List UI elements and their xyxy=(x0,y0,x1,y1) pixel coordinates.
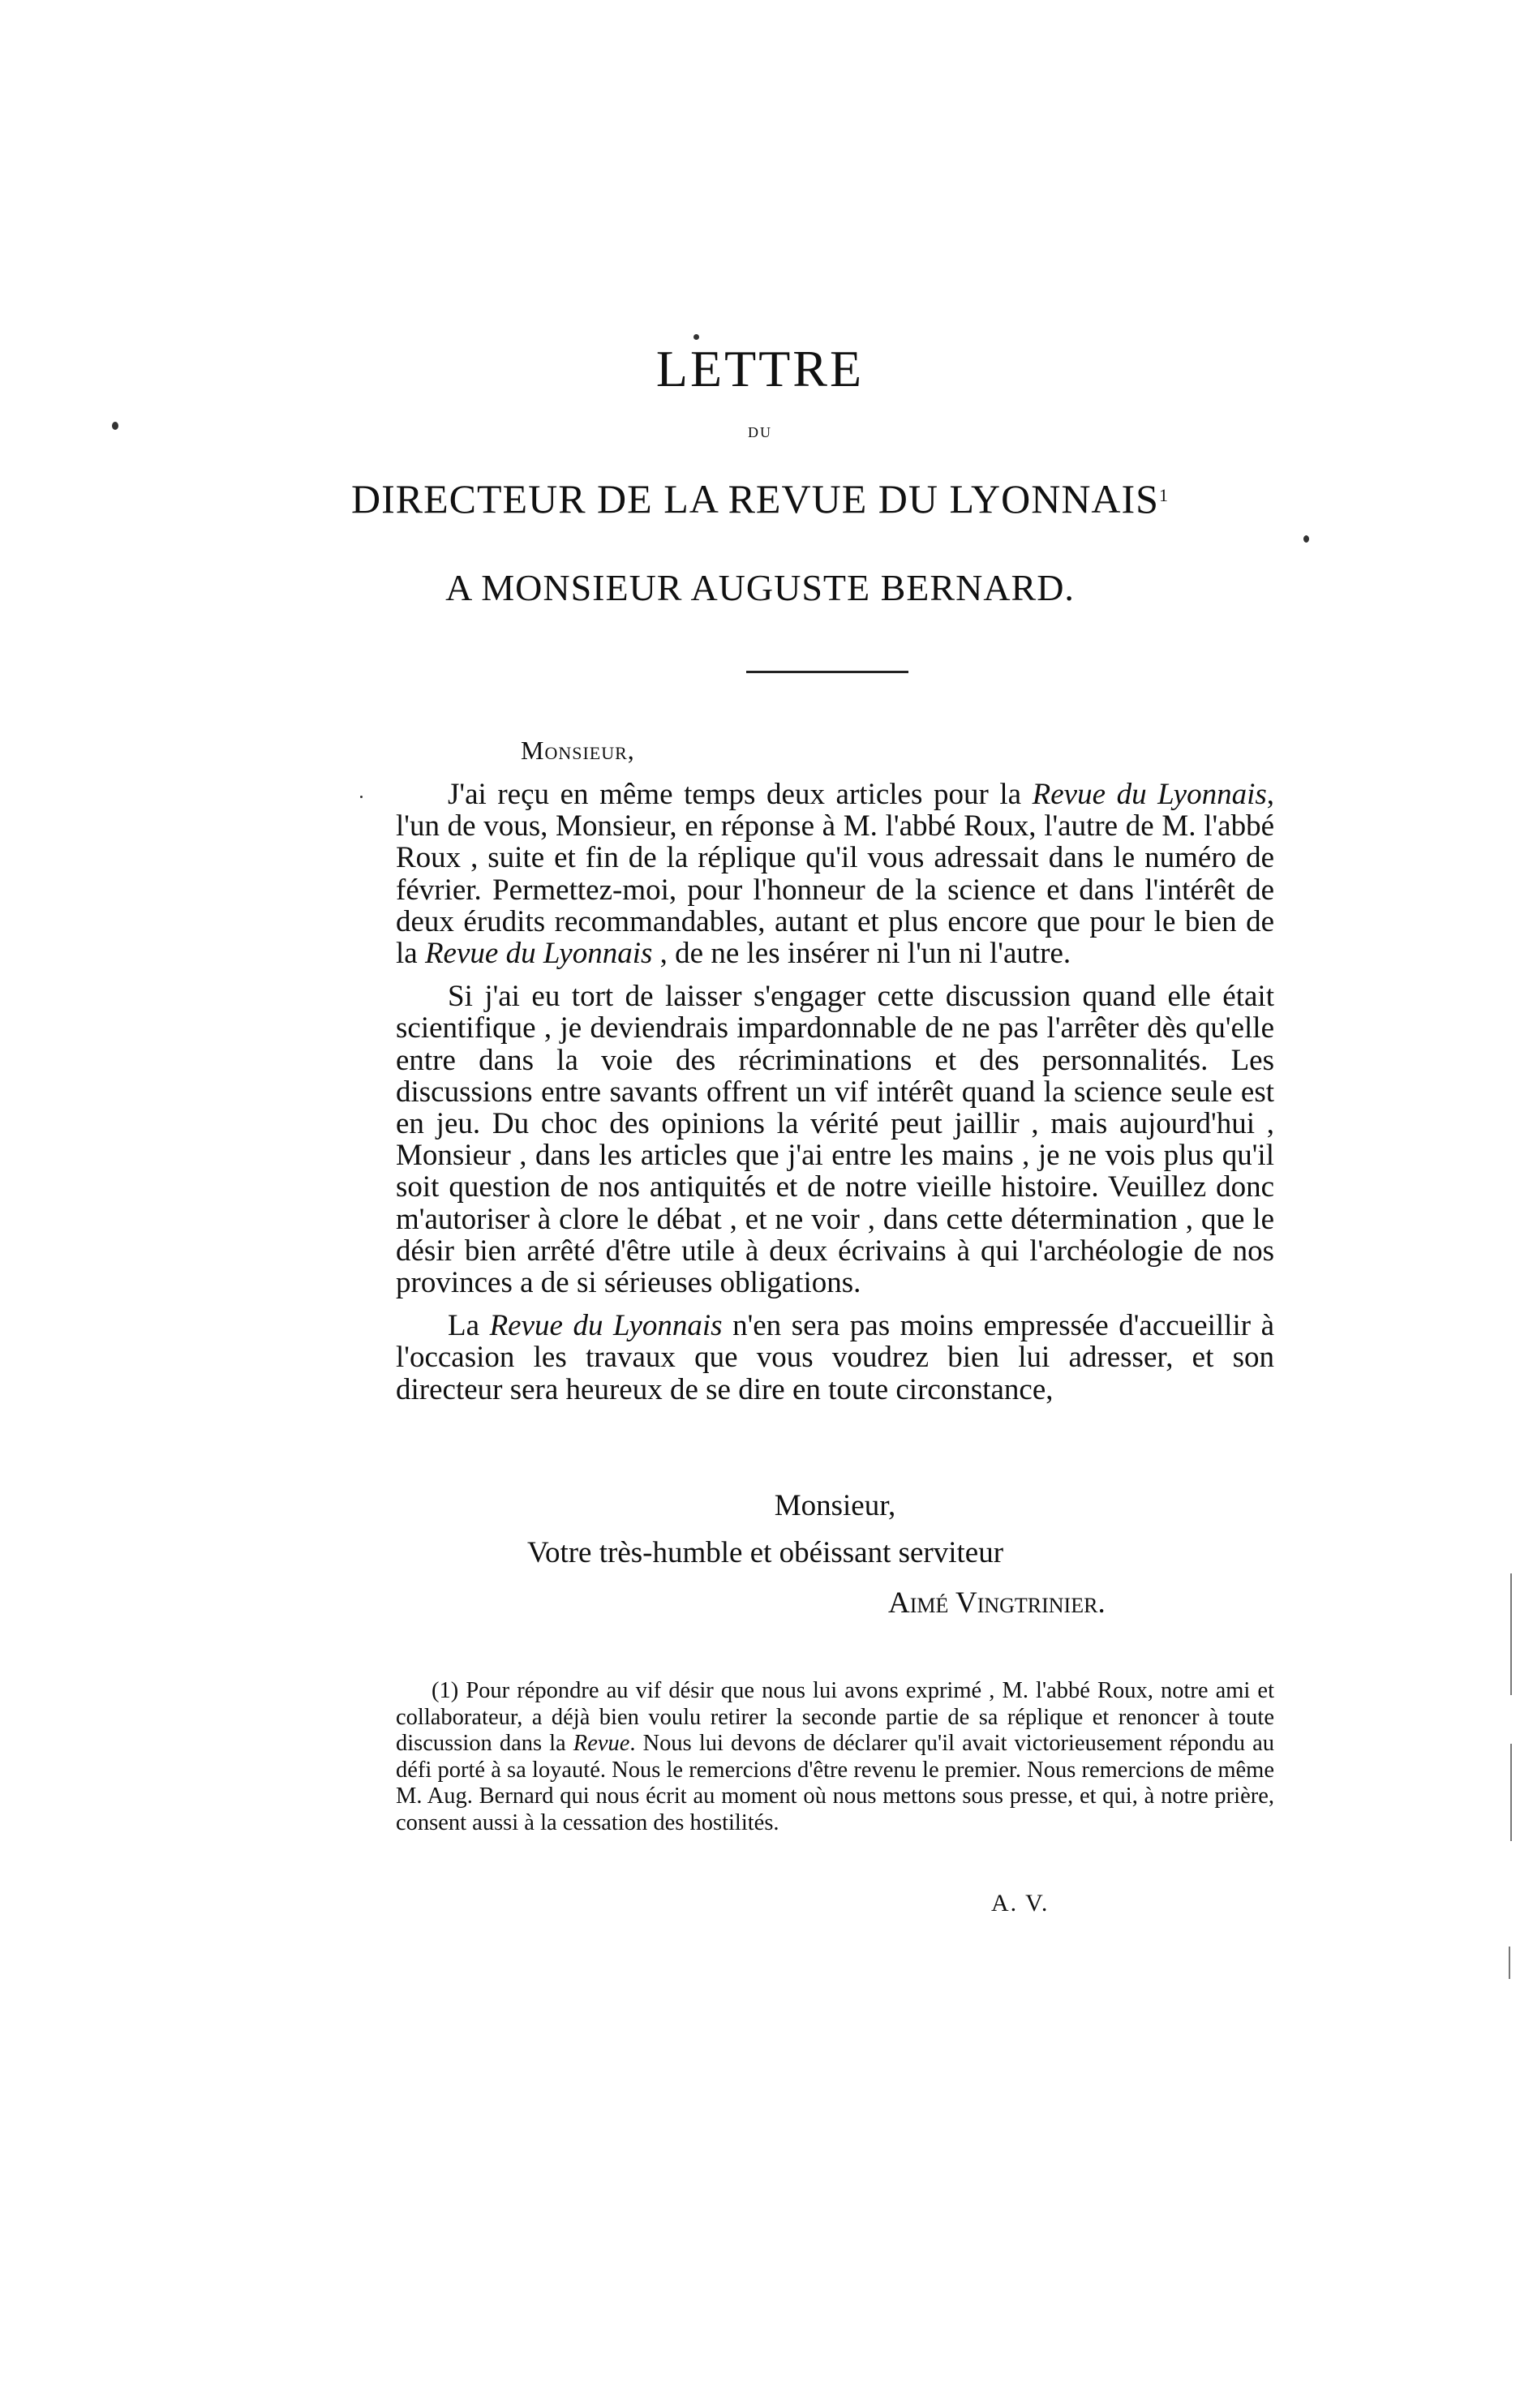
paragraph-2: Si j'ai eu tort de laisser s'engager cette discussion quand elle était scientifique , je deviendrais impardonnable de ne pas l'arrêter dès qu'elle entre dans la voie des récriminations et des personnalités. Les discussions entre savants offrent un vif intérêt quand la science seule est en jeu. Du choc des opinions la vérité peut jaillir , mais aujourd'hui , Monsieur , dans les articles que j'ai entre les mains , je ne vois plus qu'il soit question de nos antiquités et de notre vieille histoire. Veuillez donc m'autoriser à clore le débat , et ne voir , dans cette détermination , que le désir bien arrêté d'être utile à deux écrivains à qui l'archéologie de nos provinces a de si sérieuses obligations. xyxy=(396,980,1274,1300)
p3-part-c: n'en sera pas moins empressée d'accueillir à l'occasion les travaux que vous voudrez bien lui adresser, et son directeur sera heureux de se dire en toute circonstance, xyxy=(396,1309,1274,1406)
subtitle-text: DIRECTEUR DE LA REVUE DU LYONNAIS xyxy=(351,476,1159,522)
closing-formula: Votre très-humble et obéissant serviteur xyxy=(527,1536,1004,1569)
separator-rule xyxy=(746,671,908,673)
p1-part-e: , de ne les insérer ni l'un ni l'autre. xyxy=(652,937,1071,971)
footnote-marker: 1 xyxy=(1159,485,1169,505)
p1-revue-title-2: Revue du Lyonnais xyxy=(424,937,653,971)
salutation: Monsieur, xyxy=(521,736,635,765)
title-connector: DU xyxy=(748,424,772,440)
signature-first-name: Aimé xyxy=(888,1586,955,1620)
scan-margin-line xyxy=(1510,1573,1512,1695)
paragraph-3 xyxy=(396,1310,1274,1406)
p3-revue-title: Revue du Lyonnais xyxy=(489,1309,723,1343)
scan-speck xyxy=(360,796,363,798)
footnote-text xyxy=(396,1678,1274,1836)
scan-margin-line xyxy=(1510,1744,1512,1841)
letter-subtitle xyxy=(0,473,1520,525)
p1-part-a: J'ai reçu en même temps deux articles pour la xyxy=(448,778,1033,811)
scan-speck xyxy=(112,422,118,430)
signature xyxy=(888,1586,1106,1621)
p3-part-a: La xyxy=(448,1309,490,1343)
p1-revue-title: Revue du Lyonnais xyxy=(1032,778,1267,811)
paragraph-1 xyxy=(396,779,1274,969)
letter-title: LETTRE xyxy=(655,340,865,397)
signature-last-name: Vingtrinier. xyxy=(955,1586,1106,1620)
addressee-line: A MONSIEUR AUGUSTE BERNARD. xyxy=(445,567,1075,608)
footnote-part-a: (1) Pour répondre au vif désir que nous lui avons exprimé , M. l'abbé Roux, notre ami et collaborateur, a déjà bien voulu retirer la seconde partie de sa réplique et renoncer à toute discussion dans la xyxy=(396,1678,1274,1756)
p1-part-c: , l'un de vous, Monsieur, en réponse à M. l'abbé Roux, l'autre de M. l'abbé Roux , suite et fin de la réplique qu'il vous adressait dans le numéro de février. Permettez-moi, pour l'honneur de la science et dans l'intérêt de deux érudits recommandables, autant et plus encore que pour le bien de la xyxy=(396,778,1274,971)
scan-speck xyxy=(1303,535,1309,543)
footnote-part-c: . Nous lui devons de déclarer qu'il avait victorieusement répondu au défi porté à sa loyauté. Nous le remercions d'être revenu le premier. Nous remercions de même M. Aug. Bernard qui nous écrit au moment où nous mettons sous presse, et qui, à notre prière, consent aussi à la cessation des hostilités. xyxy=(396,1731,1274,1835)
footnote xyxy=(396,1678,1274,1836)
footnote-initials: A. V. xyxy=(991,1890,1050,1917)
scan-margin-line xyxy=(1509,1947,1510,1979)
closing-salutation: Monsieur, xyxy=(774,1489,896,1522)
footnote-revue: Revue xyxy=(573,1731,630,1756)
letter-body xyxy=(396,779,1274,1417)
scan-speck xyxy=(693,334,699,340)
